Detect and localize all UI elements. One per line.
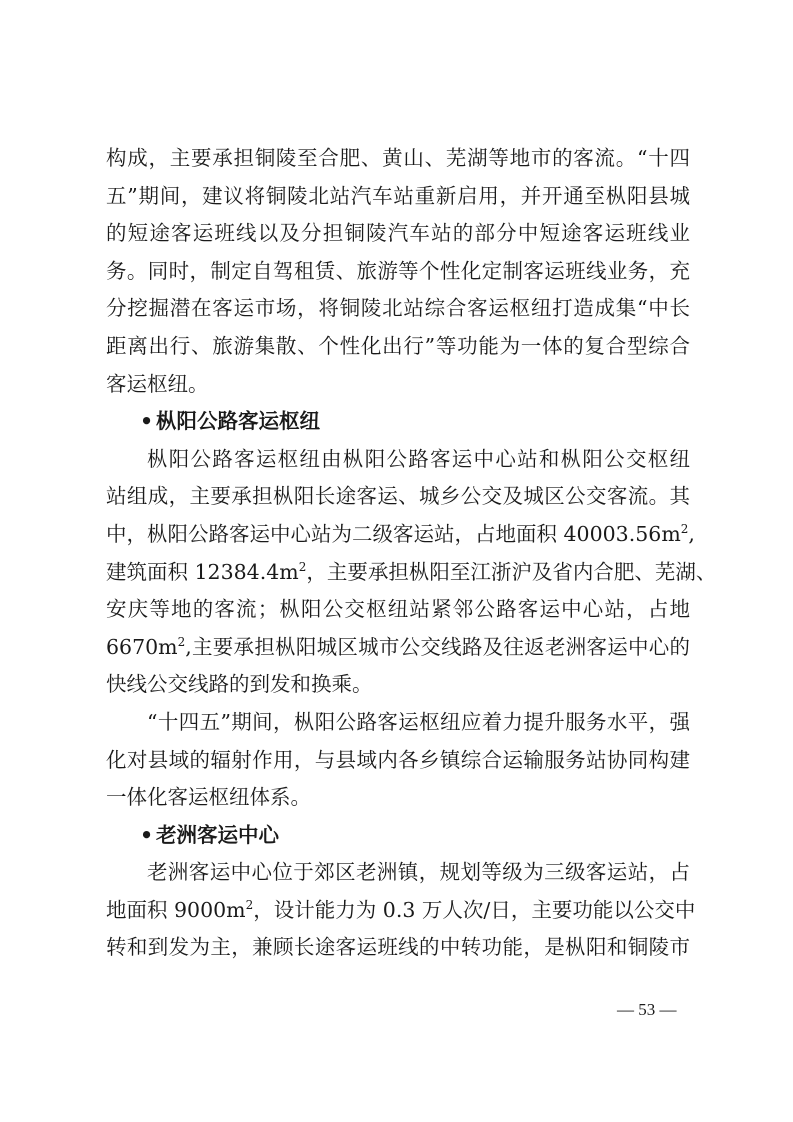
text-span: 建筑面积 12384.4m (106, 559, 299, 584)
text-line: 构成，主要承担铜陵至合肥、黄山、芜湖等地市的客流。“十四 (106, 146, 690, 170)
text-line (106, 629, 690, 667)
text-line (106, 554, 717, 592)
page-number: — 53 — (617, 1000, 677, 1019)
text-line: 转和到发为主，兼顾长途客运班线的中转功能，是枞阳和铜陵市 (106, 935, 690, 960)
text-span: 地面积 9000m (106, 897, 246, 922)
text-line: 分挖掘潜在客运市场，将铜陵北站综合客运枢纽打造成集“中长 (106, 296, 690, 321)
text-span: ,主要承担枞阳城区城市公交线路及往返老洲客运中心的 (185, 634, 690, 659)
text-line: 距离出行、旅游集散、个性化出行”等功能为一体的复合型综合 (106, 333, 690, 358)
bullet-icon: • (140, 822, 154, 847)
superscript: 2 (680, 522, 689, 537)
text-line: 五”期间，建议将铜陵北站汽车站重新启用，并开通至枞阳县城 (106, 183, 690, 208)
text-line: 老洲客运中心位于郊区老洲镇，规划等级为三级客运站，占 (147, 860, 690, 885)
section-heading-text: 枞阳公路客运枢纽 (156, 409, 320, 434)
text-line: 快线公交线路的到发和换乘。 (106, 672, 373, 697)
text-line: 化对县域的辐射作用，与县域内各乡镇综合运输服务站协同构建 (106, 747, 690, 772)
section-heading-text: 老洲客运中心 (156, 822, 279, 847)
text-line (106, 892, 696, 930)
text-line: 一体化客运枢纽体系。 (106, 785, 311, 810)
text-line: 安庆等地的客流；枞阳公交枢纽站紧邻公路客运中心站，占地 (106, 597, 690, 622)
text-line: 的短途客运班线以及分担铜陵汽车站的部分中短途客运班线业 (106, 221, 690, 246)
text-span: 中，枞阳公路客运中心站为二级客运站，占地面积 40003.56m (106, 521, 681, 546)
section-heading (106, 817, 690, 855)
text-line: 务。同时，制定自驾租赁、旅游等个性化定制客运班线业务，充 (106, 258, 690, 283)
superscript: 2 (298, 559, 307, 574)
text-line (106, 516, 695, 554)
page-body (106, 140, 717, 967)
text-span: ，设计能力为 0.3 万人次/日，主要功能以公交中 (253, 897, 696, 922)
text-span: ，主要承担枞阳至江浙沪及省内合肥、芜湖、 (306, 559, 717, 584)
text-span: , (688, 521, 695, 546)
text-line: 客运枢纽。 (106, 371, 209, 396)
text-line: 站组成，主要承担枞阳长途客运、城乡公交及城区公交客流。其 (106, 484, 690, 509)
bullet-icon: • (140, 409, 154, 434)
text-line: 枞阳公路客运枢纽由枞阳公路客运中心站和枞阳公交枢纽 (147, 446, 690, 471)
superscript: 2 (245, 898, 254, 913)
section-heading (106, 403, 690, 441)
text-span: 6670m (106, 634, 178, 659)
superscript: 2 (177, 634, 186, 649)
text-line: “十四五”期间，枞阳公路客运枢纽应着力提升服务水平，强 (147, 709, 690, 734)
